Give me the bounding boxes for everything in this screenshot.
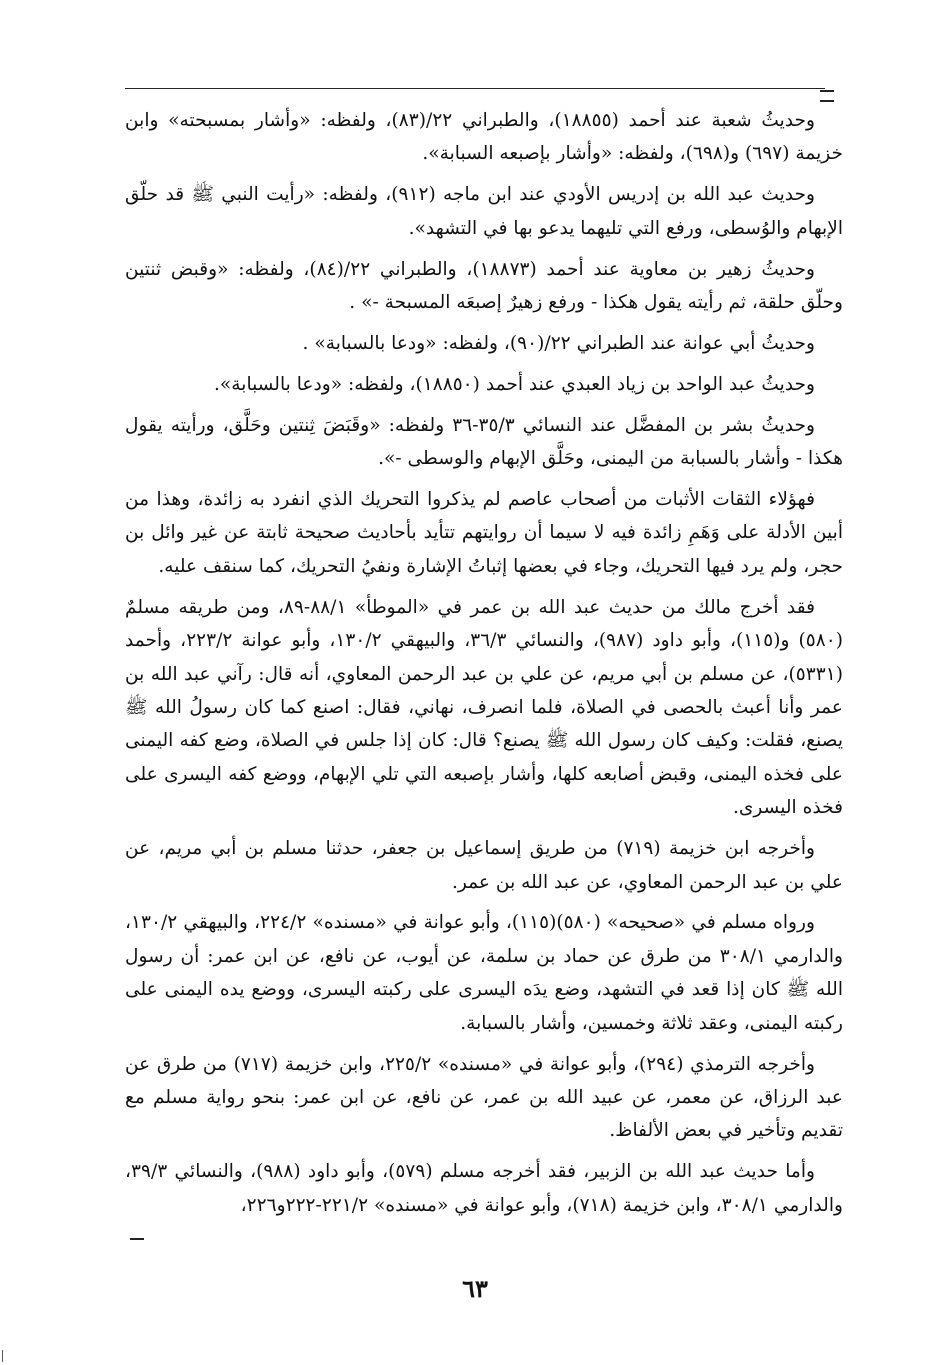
paragraph-ibn-zubair: وأما حديث عبد الله بن الزبير، فقد أخرجه مسلم (٥٧٩)، وأبو داود (٩٨٨)، والنسائي ٣٩/٣، والدارمي ٣٠٨/١، وابن خزيمة (٧١٨)، وأبو عوانة في «مسنده» ٢٢١/٢-٢٢٢و٢٢٦، bbox=[125, 1161, 843, 1216]
paragraph-abu-awana: وحديثُ أبي عوانة عند الطبراني ٢٢/(٩٠)، ولفظه: «ودعا بالسبابة» . bbox=[302, 332, 815, 354]
paragraph-abdullah-ibn-idris: وحديث عبد الله بن إدريس الأودي عند ابن ماجه (٩١٢)، ولفظه: «رأيت النبي ﷺ قد حلّق الإبهام والوُسطى، ورفع التي تليهما يدعو بها في التشهد». bbox=[125, 184, 843, 239]
paragraph-thiqat-athbat: فهؤلاء الثقات الأثبات من أصحاب عاصم لم يذكروا التحريك الذي انفرد به زائدة، وهذا من أبين الأدلة على وَهَمِ زائدة فيه لا سيما أن روايتهم تتأيد بأحاديث صحيحة ثابتة عن غير وائل بن حجر، ولم يرد فيها التحريك، وجاء في بعضها إثباتُ الإشارة ونفيُ التحريك، كما سنقف عليه. bbox=[125, 489, 843, 577]
header-double-rule-mark bbox=[820, 90, 834, 102]
continuation-dash bbox=[130, 1238, 144, 1240]
paragraph-bishr: وحديثُ بشر بن المفضَّل عند النسائي ٣٥/٣-٣٦ ولفظه: «وقَبَضَ ثِنتين وحَلَّق، ورأيته يقول هكذا - وأشار بالسبابة من اليمنى، وحَلَّق الإبهام والوسطى -». bbox=[125, 414, 843, 470]
paragraph-tirmidhi: وأخرجه الترمذي (٢٩٤)، وأبو عوانة في «مسنده» ٢٢٥/٢، وابن خزيمة (٧١٧) من طرق عن عبد الرزاق، عن معمر، عن عبيد الله بن عمر، عن نافع، عن ابن عمر: بنحو رواية مسلم مع تقديم وتأخير في بعض الألفاظ. bbox=[125, 1053, 843, 1142]
scan-edge-mark bbox=[2, 1350, 3, 1362]
paragraph-abdul-wahid: وحديثُ عبد الواحد بن زياد العبدي عند أحمد (١٨٨٥٠)، ولفظه: «ودعا بالسبابة». bbox=[214, 373, 815, 395]
footnote-text-block bbox=[125, 104, 843, 1222]
header-rule bbox=[125, 88, 825, 89]
paragraph-zuhair: وحديثُ زهير بن معاوية عند أحمد (١٨٨٧٣)، والطبراني ٢٢/(٨٤)، ولفظه: «وقبض ثنتين وحلّق حلقة، ثم رأيته يقول هكذا - ورفع زهيرٌ إصبعَه المسبحة -» . bbox=[125, 258, 843, 314]
paragraph-shuba: وحديثُ شعبة عند أحمد (١٨٨٥٥)، والطبراني ٢٢/(٨٣)، ولفظه: «وأشار بمسبحته» وابن خزيمة (٦٩٧) و(٦٩٨)، ولفظه: «وأشار بإصبعه السبابة». bbox=[125, 110, 843, 165]
page-number: ٦٣ bbox=[462, 1274, 488, 1303]
paragraph-muslim-sahih: ورواه مسلم في «صحيحه» (٥٨٠)(١١٥)، وأبو عوانة في «مسنده» ٢٢٤/٢، والبيهقي ١٣٠/٢، والدارمي ٣٠٨/١ من طرق عن حماد بن سلمة، عن أيوب، عن نافع، عن ابن عمر: أن رسول الله ﷺ كان إذا قعد في التشهد، وضع يدَه اليسرى على ركبته اليسرى، ووضع يده اليمنى على ركبته اليمنى، وعقد ثلاثة وخمسين، وأشار بالسبابة. bbox=[125, 912, 843, 1034]
paragraph-malik-hadith: فقد أخرج مالك من حديث عبد الله بن عمر في «الموطأ» ٨٨/١-٨٩، ومن طريقه مسلمٌ (٥٨٠) و(١١٥)، وأبو داود (٩٨٧)، والنسائي ٣٦/٣، والبيهقي ١٣٠/٢، وأبو عوانة ٢٢٣/٢، وأحمد (٥٣٣١)، عن مسلم بن أبي مريم، عن علي بن عبد الرحمن المعاوي، أنه قال: رآني عبد الله بن عمر وأنا أعبث بالحصى في الصلاة، فلما انصرف، نهاني، فقال: اصنع كما كان رسولُ الله ﷺ يصنع، فقلت: وكيف كان رسول الله ﷺ يصنع؟ قال: كان إذا جلس في الصلاة، وضع كفه اليمنى على فخذه اليمنى، وقبض أصابعه كلها، وأشار بإصبعه التي تلي الإبهام، ووضع كفه اليسرى على فخذه اليسرى. bbox=[125, 596, 843, 819]
paragraph-ibn-khuzaima: وأخرجه ابن خزيمة (٧١٩) من طريق إسماعيل بن جعفر، حدثنا مسلم بن أبي مريم، عن علي بن عبد الرحمن المعاوي، عن عبد الله بن عمر. bbox=[125, 838, 843, 893]
